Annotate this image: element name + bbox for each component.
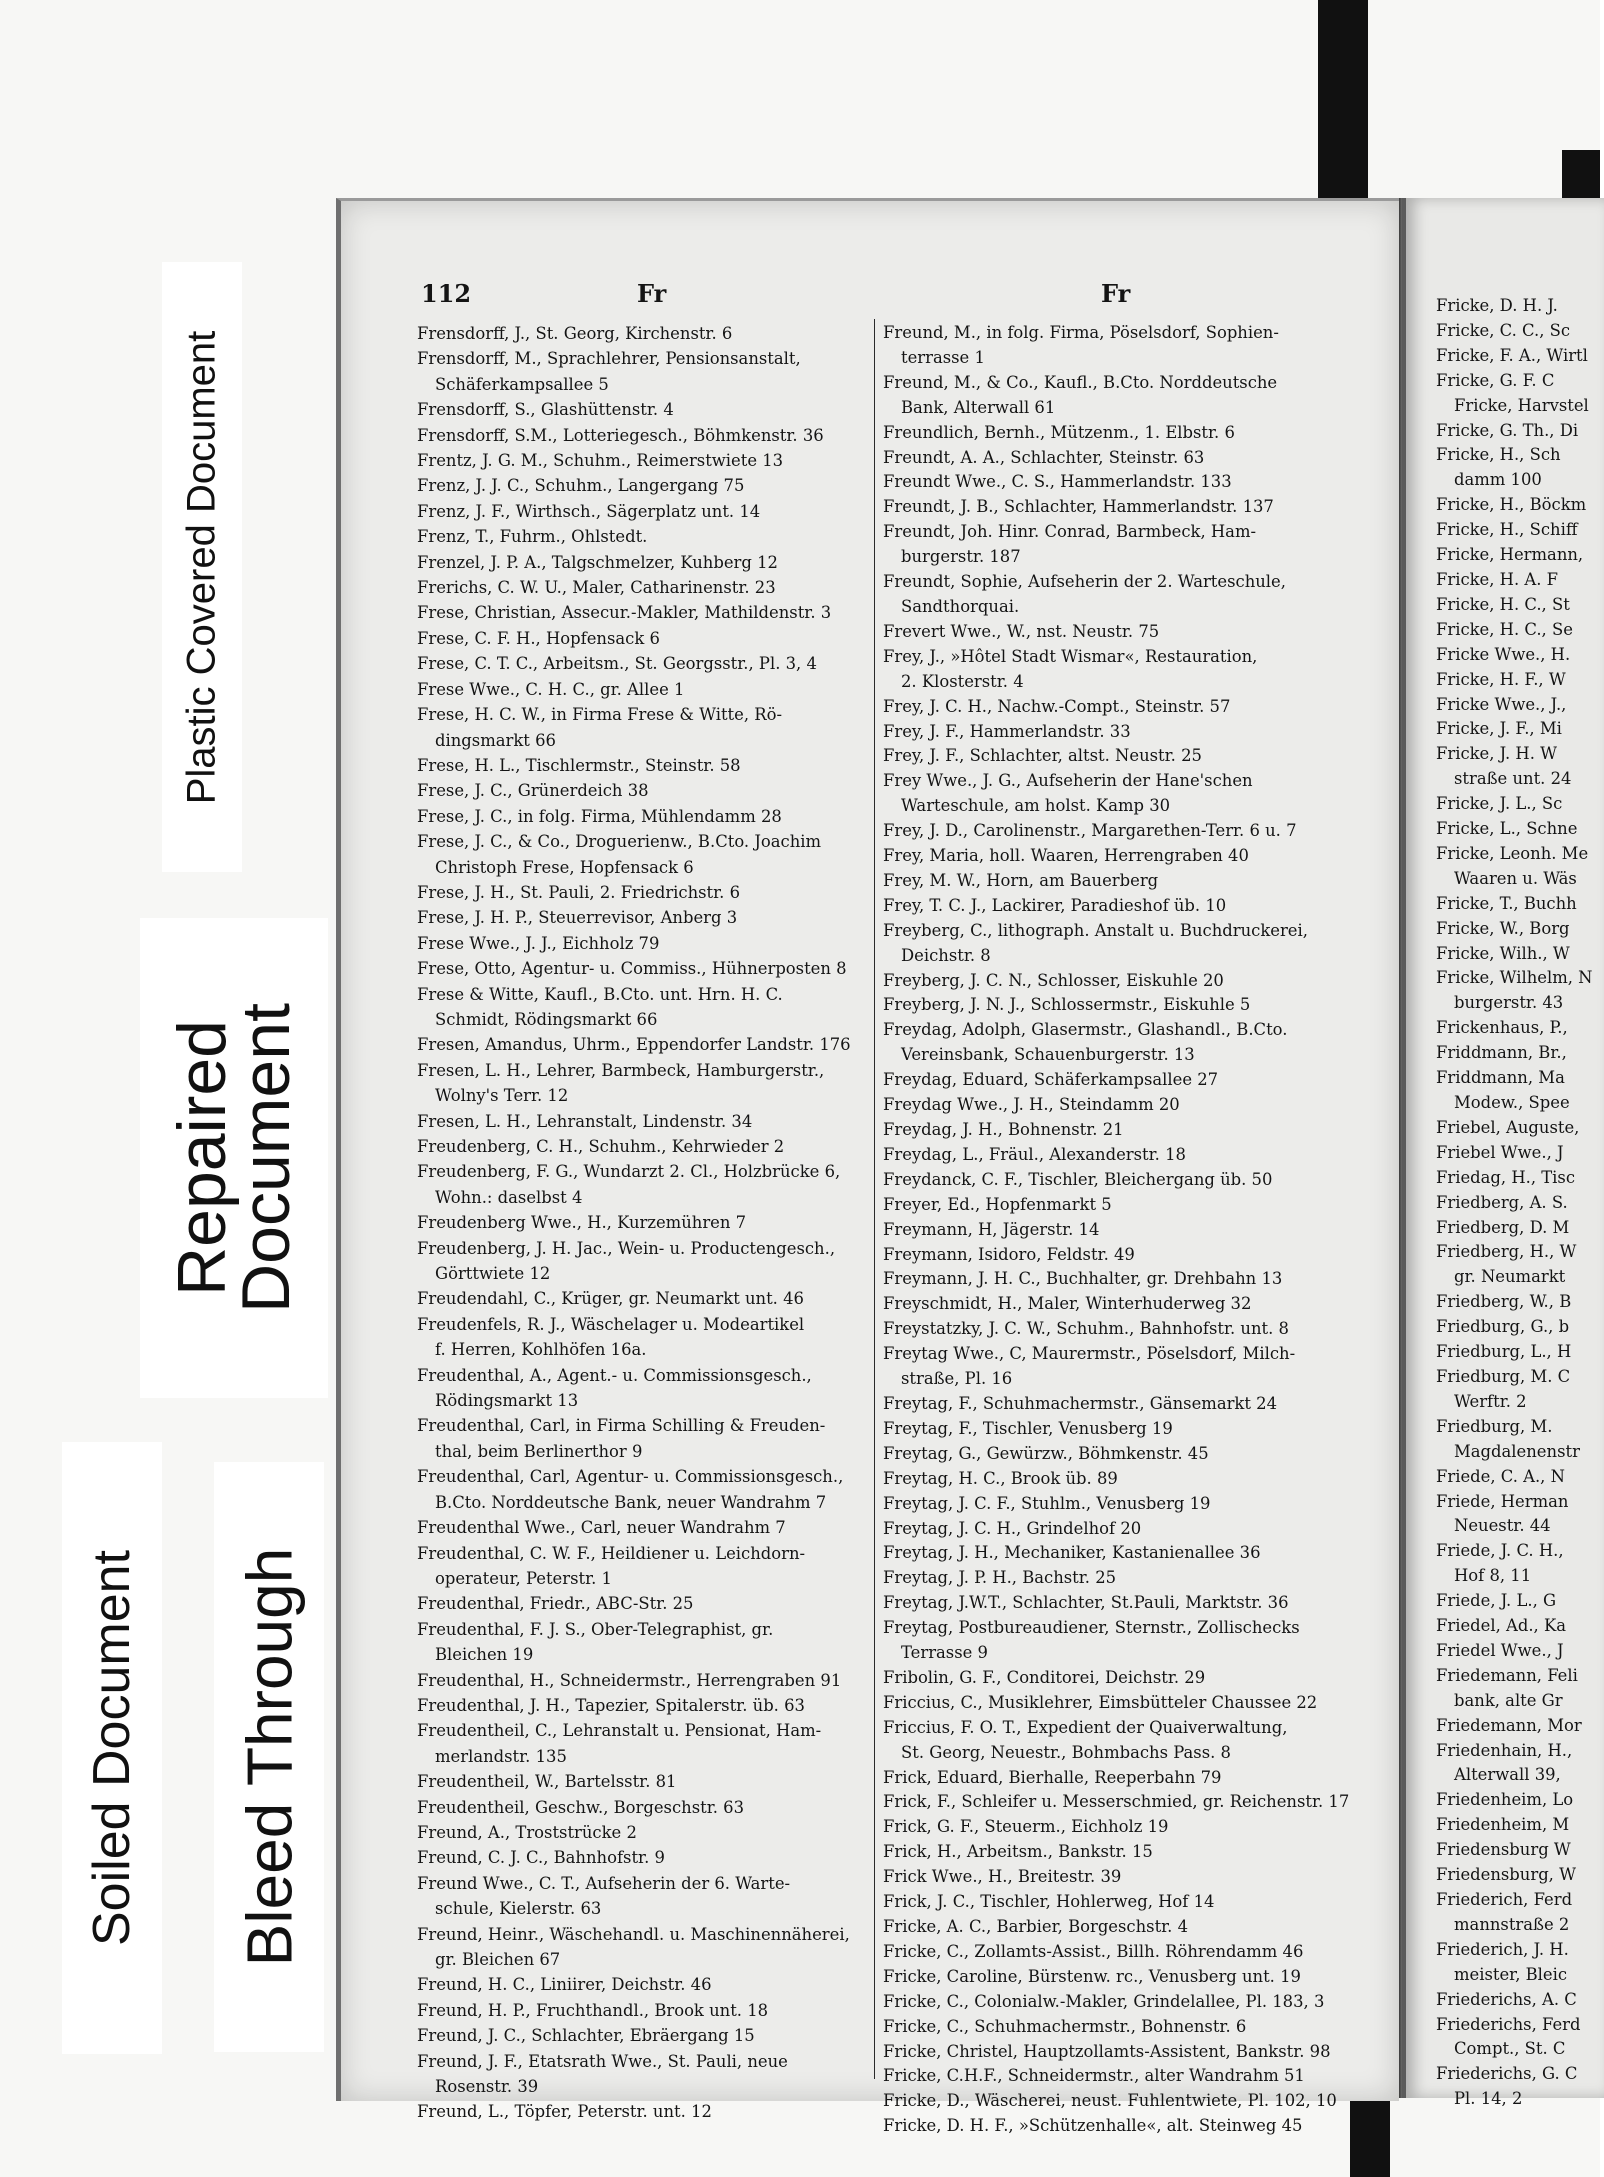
directory-entry: Frey Wwe., J. G., Aufseherin der Hane'schen xyxy=(883,771,1253,791)
directory-entry: Friedburg, L., H xyxy=(1436,1342,1572,1362)
directory-entry: Fricke, Christel, Hauptzollamts-Assistent, Bankstr. 98 xyxy=(883,2041,1331,2061)
directory-entry: Freystatzky, J. C. W., Schuhm., Bahnhofstr. unt. 8 xyxy=(883,1319,1289,1339)
directory-entry: Frickenhaus, P., xyxy=(1436,1018,1568,1038)
directory-entry: Freudenberg, F. G., Wundarzt 2. Cl., Holzbrücke 6, xyxy=(417,1162,841,1182)
directory-entry: Freytag, F., Tischler, Venusberg 19 xyxy=(883,1418,1173,1438)
directory-entry: Frey, J. F., Hammerlandstr. 33 xyxy=(883,721,1131,741)
directory-entry: Friederich, J. H. xyxy=(1436,1939,1569,1959)
label-repaired-line1: Repaired xyxy=(164,1020,241,1296)
directory-entry: Fricke, C., Zollamts-Assist., Billh. Röhrendamm 46 xyxy=(883,1941,1304,1961)
directory-entry: Freudentheil, Geschw., Borgeschstr. 63 xyxy=(417,1797,745,1817)
directory-entry: Fricke, W., Borg xyxy=(1436,918,1570,938)
directory-entry: Fricke Wwe., J., xyxy=(1436,694,1567,714)
entry-continuation: bank, alte Gr xyxy=(1454,1690,1563,1710)
directory-entry: Friede, Herman xyxy=(1436,1491,1569,1511)
directory-entry: Freudenthal Wwe., Carl, neuer Wandrahm 7 xyxy=(417,1518,786,1538)
entry-continuation: operateur, Peterstr. 1 xyxy=(435,1568,612,1588)
directory-entry: Fricke, H. C., St xyxy=(1436,594,1570,614)
directory-entry: Freymann, Isidoro, Feldstr. 49 xyxy=(883,1244,1135,1264)
directory-entry: Friede, J. C. H., xyxy=(1436,1541,1564,1561)
directory-entry: Frese, J. C., Grünerdeich 38 xyxy=(417,781,649,801)
column-rule xyxy=(874,319,875,2079)
entry-continuation: Sandthorquai. xyxy=(901,596,1020,616)
directory-entry: Fricke, G. F. C xyxy=(1436,370,1555,390)
directory-entry: Fricke, J. H. W xyxy=(1436,744,1557,764)
directory-entry: Frick, J. C., Tischler, Hohlerweg, Hof 14 xyxy=(883,1892,1215,1912)
entry-continuation: B.Cto. Norddeutsche Bank, neuer Wandrahm 7 xyxy=(435,1492,827,1512)
entry-continuation: meister, Bleic xyxy=(1454,1964,1568,1984)
directory-entry: Friedensburg, W xyxy=(1436,1865,1576,1885)
directory-entry: Freytag, J. P. H., Bachstr. 25 xyxy=(883,1568,1117,1588)
directory-entry: Frese, Christian, Assecur.-Makler, Mathildenstr. 3 xyxy=(417,603,832,623)
directory-entry: Frick, G. F., Steuerm., Eichholz 19 xyxy=(883,1817,1169,1837)
directory-entry: Freyberg, C., lithograph. Anstalt u. Buchdruckerei, xyxy=(883,920,1308,940)
entry-continuation: dingsmarkt 66 xyxy=(435,730,556,750)
entry-continuation: Alterwall 39, xyxy=(1454,1765,1561,1785)
directory-entry: Fricke, C., Schuhmachermstr., Bohnenstr. 6 xyxy=(883,2016,1247,2036)
entry-continuation: schule, Kielerstr. 63 xyxy=(435,1899,602,1919)
entry-continuation: Vereinsbank, Schauenburgerstr. 13 xyxy=(901,1045,1195,1065)
label-plastic-covered: Plastic Covered Document xyxy=(162,262,242,872)
directory-entry: Fricke, Caroline, Bürstenw. rc., Venusberg unt. 19 xyxy=(883,1966,1301,1986)
entry-continuation: Magdalenenstr xyxy=(1454,1441,1580,1461)
entry-continuation: gr. Bleichen 67 xyxy=(435,1950,561,1969)
entry-continuation: straße unt. 24 xyxy=(1454,769,1572,789)
directory-entry: Frick, F., Schleifer u. Messerschmied, gr. Reichenstr. 17 xyxy=(883,1792,1350,1812)
entry-continuation: Wolny's Terr. 12 xyxy=(435,1086,569,1106)
entry-continuation: Werftr. 2 xyxy=(1454,1391,1527,1411)
entry-continuation: burgerstr. 43 xyxy=(1454,993,1564,1013)
entry-continuation: Rosenstr. 39 xyxy=(435,2077,539,2097)
directory-entry: Freudenthal, F. J. S., Ober-Telegraphist, gr. xyxy=(417,1619,774,1639)
directory-entry: Frick Wwe., H., Breitestr. 39 xyxy=(883,1867,1122,1887)
directory-entry: Freund, A., Troststrücke 2 xyxy=(417,1822,637,1842)
directory-entry: Fricke, D. H. F., »Schützenhalle«, alt. Steinweg 45 xyxy=(883,2116,1303,2136)
directory-entry: Fricke, J. F., Mi xyxy=(1436,719,1562,739)
directory-entry: Friedberg, A. S. xyxy=(1436,1192,1568,1212)
directory-entry: Frenzel, J. P. A., Talgschmelzer, Kuhberg 12 xyxy=(417,552,778,572)
directory-entry: Friederichs, Ferd xyxy=(1436,2014,1581,2034)
directory-entry: Frensdorff, J., St. Georg, Kirchenstr. 6 xyxy=(417,324,733,343)
directory-entry: Frese, J. C., & Co., Droguerienw., B.Cto. Joachim xyxy=(417,832,822,852)
entry-continuation: Bank, Alterwall 61 xyxy=(901,397,1056,417)
directory-entry: Friedenheim, Lo xyxy=(1436,1790,1574,1810)
entry-continuation: Compt., St. C xyxy=(1454,2039,1566,2059)
directory-entry: Frey, J., »Hôtel Stadt Wismar«, Restauration, xyxy=(883,646,1258,666)
directory-entry: Fricke, C.H.F., Schneidermstr., alter Wandrahm 51 xyxy=(883,2066,1305,2086)
directory-entry: Freudenberg, C. H., Schuhm., Kehrwieder 2 xyxy=(417,1137,785,1156)
directory-entry: Friddmann, Br., xyxy=(1436,1043,1567,1063)
directory-entry: Freudentheil, W., Bartelsstr. 81 xyxy=(417,1772,677,1792)
directory-entry: Frenz, T., Fuhrm., Ohlstedt. xyxy=(417,527,648,547)
directory-entry: Fresen, L. H., Lehranstalt, Lindenstr. 34 xyxy=(417,1111,753,1131)
directory-entry: Freydag, J. H., Bohnenstr. 21 xyxy=(883,1120,1124,1139)
directory-entry: Freytag, Postbureaudiener, Sternstr., Zollischecks xyxy=(883,1618,1300,1638)
directory-entry: Freund, H. P., Fruchthandl., Brook unt. 18 xyxy=(417,2000,769,2020)
entry-continuation: mannstraße 2 xyxy=(1454,1914,1570,1934)
directory-entry: Freudendahl, C., Krüger, gr. Neumarkt unt. 46 xyxy=(417,1289,804,1309)
entry-continuation: burgerstr. 187 xyxy=(901,547,1021,567)
directory-entry: Freudenthal, J. H., Tapezier, Spitalerstr. üb. 63 xyxy=(417,1695,805,1715)
entry-continuation: Deichstr. 8 xyxy=(901,945,991,965)
directory-entry: Fresen, Amandus, Uhrm., Eppendorfer Landstr. 176 xyxy=(417,1035,851,1055)
directory-entry: Fricke, G. Th., Di xyxy=(1436,420,1579,440)
directory-entry: Freydanck, C. F., Tischler, Bleichergang üb. 50 xyxy=(883,1169,1273,1189)
label-bleed-through: Bleed Through xyxy=(214,1462,324,2052)
entry-continuation: straße, Pl. 16 xyxy=(901,1369,1013,1389)
entry-continuation: thal, beim Berlinerthor 9 xyxy=(435,1441,643,1461)
entry-continuation: Görttwiete 12 xyxy=(435,1264,551,1284)
directory-entry: Fricke, H., Sch xyxy=(1436,445,1561,465)
entry-continuation: Modew., Spee xyxy=(1454,1093,1570,1112)
directory-entry: Freund Wwe., C. T., Aufseherin der 6. Warte- xyxy=(417,1873,791,1893)
directory-entry: Freytag, H. C., Brook üb. 89 xyxy=(883,1468,1118,1488)
directory-entry: Freymann, J. H. C., Buchhalter, gr. Drehbahn 13 xyxy=(883,1269,1283,1289)
directory-entry: Freund, M., in folg. Firma, Pöselsdorf, Sophien- xyxy=(883,323,1279,342)
directory-entry: Fricke, H., Schiff xyxy=(1436,520,1578,540)
directory-entry: Freudenthal, A., Agent.- u. Commissionsgesch., xyxy=(417,1365,812,1385)
directory-entry: Fricke, L., Schne xyxy=(1436,819,1578,839)
directory-entry: Frenz, J. F., Wirthsch., Sägerplatz unt. 14 xyxy=(417,501,761,521)
directory-entry: Fricke, H. F., W xyxy=(1436,669,1566,689)
directory-entry: Frese, H. C. W., in Firma Frese & Witte, Rö- xyxy=(417,705,782,725)
directory-entry: Fricke, C. C., Sc xyxy=(1436,320,1571,340)
entry-continuation: Hof 8, 11 xyxy=(1454,1566,1532,1586)
directory-entry: Frese, Otto, Agentur- u. Commiss., Hühnerposten 8 xyxy=(417,959,847,979)
directory-entry: Freund, C. J. C., Bahnhofstr. 9 xyxy=(417,1848,665,1868)
directory-entry: Friedburg, G., b xyxy=(1436,1317,1570,1337)
entry-continuation: St. Georg, Neuestr., Bohmbachs Pass. 8 xyxy=(901,1742,1231,1762)
directory-entry: Frese, C. F. H., Hopfensack 6 xyxy=(417,628,660,648)
directory-entry: Frensdorff, S., Glashüttenstr. 4 xyxy=(417,400,674,420)
directory-entry: Frensdorff, S.M., Lotteriegesch., Böhmkenstr. 36 xyxy=(417,425,824,445)
directory-entry: Freund, Heinr., Wäschehandl. u. Maschinennäherei, xyxy=(417,1924,850,1944)
directory-entry: Frentz, J. G. M., Schuhm., Reimerstwiete 13 xyxy=(417,451,784,471)
directory-entry: Frese, C. T. C., Arbeitsm., St. Georgsstr., Pl. 3, 4 xyxy=(417,654,817,674)
directory-entry: Freudenthal, H., Schneidermstr., Herrengraben 91 xyxy=(417,1670,842,1690)
directory-entry: Freyberg, J. N. J., Schlossermstr., Eiskuhle 5 xyxy=(883,995,1251,1015)
directory-entry: Friedenhain, H., xyxy=(1436,1740,1573,1760)
directory-entry: Friederichs, G. C xyxy=(1436,2064,1578,2084)
directory-entry: Frese Wwe., C. H. C., gr. Allee 1 xyxy=(417,679,685,699)
directory-entry: Freyer, Ed., Hopfenmarkt 5 xyxy=(883,1194,1112,1214)
directory-entry: Frese Wwe., J. J., Eichholz 79 xyxy=(417,933,660,953)
directory-entry: Freytag, J.W.T., Schlachter, St.Pauli, Marktstr. 36 xyxy=(883,1593,1289,1613)
directory-entry: Friedensburg W xyxy=(1436,1840,1571,1860)
directory-entry: Freund, J. F., Etatsrath Wwe., St. Pauli, neue xyxy=(417,2051,788,2071)
directory-entry: Fricke, D., Wäscherei, neust. Fuhlentwiete, Pl. 102, 10 xyxy=(883,2091,1337,2111)
directory-entry: Freudenthal, Friedr., ABC-Str. 25 xyxy=(417,1594,694,1614)
directory-entry: Friedenheim, M xyxy=(1436,1815,1570,1835)
directory-entry: Friedberg, H., W xyxy=(1436,1242,1577,1262)
entry-continuation: Bleichen 19 xyxy=(435,1645,534,1665)
directory-entry: Fricke, Wilh., W xyxy=(1436,943,1570,963)
directory-entry: Friedemann, Feli xyxy=(1436,1665,1578,1685)
entry-continuation: f. Herren, Kohlhöfen 16a. xyxy=(435,1340,647,1360)
entry-continuation: Wohn.: daselbst 4 xyxy=(435,1187,583,1207)
directory-entry: Friebel Wwe., J xyxy=(1436,1142,1564,1162)
directory-entry: Frerichs, C. W. U., Maler, Catharinenstr. 23 xyxy=(417,578,776,598)
directory-entry: Freytag, G., Gewürzw., Böhmkenstr. 45 xyxy=(883,1443,1209,1463)
label-soiled: Soiled Document xyxy=(62,1442,162,2054)
directory-entry: Friedberg, W., B xyxy=(1436,1292,1572,1312)
entry-continuation: gr. Neumarkt xyxy=(1454,1267,1566,1287)
directory-entry: Friederichs, A. C xyxy=(1436,1989,1577,2009)
directory-entry: Fricke, T., Buchh xyxy=(1436,893,1577,913)
directory-entry: Freydag Wwe., J. H., Steindamm 20 xyxy=(883,1095,1180,1115)
directory-entry: Freundt, A. A., Schlachter, Steinstr. 63 xyxy=(883,447,1205,467)
directory-entry: Fricke, Hermann, xyxy=(1436,545,1584,565)
directory-entry: Frevert Wwe., W., nst. Neustr. 75 xyxy=(883,621,1160,641)
directory-entry: Freytag, J. H., Mechaniker, Kastanienallee 36 xyxy=(883,1543,1261,1563)
directory-entry: Fricke, C., Colonialw.-Makler, Grindelallee, Pl. 183, 3 xyxy=(883,1991,1325,2011)
directory-entry: Freyberg, J. C. N., Schlosser, Eiskuhle 20 xyxy=(883,970,1224,990)
directory-entry: Freund, L., Töpfer, Peterstr. unt. 12 xyxy=(417,2102,712,2122)
entry-continuation: Warteschule, am holst. Kamp 30 xyxy=(901,796,1171,816)
entries-column-adjacent xyxy=(1436,294,1604,2112)
directory-entry: Freymann, H, Jägerstr. 14 xyxy=(883,1219,1100,1239)
entries-column-left xyxy=(417,321,867,2125)
directory-entry: Friebel, Auguste, xyxy=(1436,1117,1580,1137)
directory-entry: Friedag, H., Tisc xyxy=(1436,1167,1576,1187)
directory-entry: Frey, Maria, holl. Waaren, Herrengraben 40 xyxy=(883,846,1249,866)
directory-entry: Freudentheil, C., Lehranstalt u. Pensionat, Ham- xyxy=(417,1721,822,1741)
directory-entry: Freudenberg Wwe., H., Kurzemühren 7 xyxy=(417,1213,747,1233)
directory-entry: Freydag, Adolph, Glasermstr., Glashandl., B.Cto. xyxy=(883,1020,1288,1040)
entry-continuation: 2. Klosterstr. 4 xyxy=(901,671,1024,691)
entry-continuation: Schmidt, Rödingsmarkt 66 xyxy=(435,1009,658,1029)
directory-entry: Freudenthal, Carl, in Firma Schilling & Freuden- xyxy=(417,1416,826,1436)
directory-entry: Friccius, C., Musiklehrer, Eimsbütteler Chaussee 22 xyxy=(883,1692,1318,1712)
directory-entry: Freund, M., & Co., Kaufl., B.Cto. Norddeutsche xyxy=(883,372,1278,392)
directory-entry: Frenz, J. J. C., Schuhm., Langergang 75 xyxy=(417,476,745,496)
directory-entry: Fricke, J. L., Sc xyxy=(1436,794,1563,814)
black-edge-strip xyxy=(1318,0,1368,200)
directory-entry: Fricke, Leonh. Me xyxy=(1436,843,1589,863)
directory-entry: Frese, H. L., Tischlermstr., Steinstr. 58 xyxy=(417,755,741,775)
directory-entry: Frick, Eduard, Bierhalle, Reeperbahn 79 xyxy=(883,1767,1222,1787)
entry-continuation: Pl. 14, 2 xyxy=(1454,2089,1523,2109)
running-head-right: Fr xyxy=(1101,279,1131,308)
directory-entry: Fricke Wwe., H. xyxy=(1436,644,1571,664)
directory-entry: Freudenthal, C. W. F., Heildiener u. Leichdorn- xyxy=(417,1543,806,1563)
label-repaired-line2: Document xyxy=(228,1003,305,1313)
directory-entry: Friede, J. L., G xyxy=(1436,1591,1557,1611)
directory-page xyxy=(336,198,1399,2136)
directory-entry: Friedel Wwe., J xyxy=(1436,1640,1564,1660)
directory-entry: Friedemann, Mor xyxy=(1436,1715,1582,1735)
entry-continuation: Waaren u. Wäs xyxy=(1454,868,1577,888)
directory-entry: Frey, J. C. H., Nachw.-Compt., Steinstr. 57 xyxy=(883,696,1231,716)
directory-entry: Freytag, J. C. F., Stuhlm., Venusberg 19 xyxy=(883,1493,1211,1513)
entry-continuation: Rödingsmarkt 13 xyxy=(435,1391,579,1411)
directory-entry: Freundlich, Bernh., Mützenm., 1. Elbstr. 6 xyxy=(883,422,1235,442)
directory-entry: Freudenfels, R. J., Wäschelager u. Modeartikel xyxy=(417,1314,805,1334)
directory-entry: Freytag, F., Schuhmachermstr., Gänsemarkt 24 xyxy=(883,1393,1278,1413)
directory-entry: Freundt, Sophie, Aufseherin der 2. Warteschule, xyxy=(883,572,1286,592)
entries-column-right xyxy=(883,321,1385,2139)
directory-entry: Frey, J. F., Schlachter, altst. Neustr. 25 xyxy=(883,746,1202,766)
entry-continuation: Neuestr. 44 xyxy=(1454,1516,1551,1536)
directory-entry: Freundt Wwe., C. S., Hammerlandstr. 133 xyxy=(883,472,1232,492)
directory-entry: Freytag Wwe., C, Maurermstr., Pöselsdorf, Milch- xyxy=(883,1344,1296,1364)
entry-continuation: Terrasse 9 xyxy=(901,1643,988,1663)
directory-entry: Frese, J. H. P., Steuerrevisor, Anberg 3 xyxy=(417,908,738,928)
directory-entry: Friedel, Ad., Ka xyxy=(1436,1616,1566,1636)
directory-entry: Friccius, F. O. T., Expedient der Quaiverwaltung, xyxy=(883,1717,1288,1737)
directory-entry: Frey, M. W., Horn, am Bauerberg xyxy=(883,870,1159,890)
directory-entry: Freydag, L., Fräul., Alexanderstr. 18 xyxy=(883,1144,1186,1164)
directory-entry: Fricke, A. C., Barbier, Borgeschstr. 4 xyxy=(883,1917,1189,1936)
directory-entry: Frensdorff, M., Sprachlehrer, Pensionsanstalt, xyxy=(417,349,801,369)
directory-entry: Friedburg, M. C xyxy=(1436,1366,1571,1386)
entry-continuation: damm 100 xyxy=(1454,470,1542,490)
page-number: 112 xyxy=(421,279,472,308)
entry-continuation: Schäferkampsallee 5 xyxy=(435,374,609,394)
directory-entry: Freundt, Joh. Hinr. Conrad, Barmbeck, Ham- xyxy=(883,522,1257,542)
directory-entry: Frick, H., Arbeitsm., Bankstr. 15 xyxy=(883,1842,1153,1862)
directory-entry: Freund, J. C., Schlachter, Ebräergang 15 xyxy=(417,2026,755,2046)
entry-continuation: terrasse 1 xyxy=(901,347,985,367)
directory-entry: Freytag, J. C. H., Grindelhof 20 xyxy=(883,1518,1142,1538)
directory-entry: Frey, T. C. J., Lackirer, Paradieshof üb. 10 xyxy=(883,895,1227,915)
directory-entry: Frey, J. D., Carolinenstr., Margarethen-Terr. 6 u. 7 xyxy=(883,821,1297,841)
directory-entry: Freund, H. C., Liniirer, Deichstr. 46 xyxy=(417,1975,712,1995)
directory-entry: Friedburg, M. xyxy=(1436,1416,1553,1436)
directory-entry: Fricke, F. A., Wirtl xyxy=(1436,345,1588,365)
directory-entry: Fricke, H. A. F xyxy=(1436,569,1559,589)
directory-entry: Fresen, L. H., Lehrer, Barmbeck, Hamburgerstr., xyxy=(417,1060,825,1080)
directory-entry: Friedberg, D. M xyxy=(1436,1217,1570,1237)
directory-entry: Fribolin, G. F., Conditorei, Deichstr. 29 xyxy=(883,1667,1206,1687)
label-repaired xyxy=(140,918,328,1398)
directory-entry: Frese, J. C., in folg. Firma, Mühlendamm 28 xyxy=(417,806,782,826)
running-head-left: Fr xyxy=(637,279,667,308)
directory-entry: Friederich, Ferd xyxy=(1436,1890,1573,1909)
directory-entry: Freudenberg, J. H. Jac., Wein- u. Productengesch., xyxy=(417,1238,836,1258)
adjacent-page xyxy=(1402,198,1604,2109)
directory-entry: Fricke, H., Böckm xyxy=(1436,495,1587,515)
directory-entry: Fricke, H. C., Se xyxy=(1436,619,1573,639)
entry-continuation: merlandstr. 135 xyxy=(435,1746,567,1766)
directory-entry: Fricke, Wilhelm, N xyxy=(1436,968,1593,988)
directory-entry: Freudenthal, Carl, Agentur- u. Commissionsgesch., xyxy=(417,1467,844,1487)
directory-entry: Friddmann, Ma xyxy=(1436,1068,1565,1088)
directory-entry: Freundt, J. B., Schlachter, Hammerlandstr. 137 xyxy=(883,497,1274,517)
directory-entry: Frese & Witte, Kaufl., B.Cto. unt. Hrn. H. C. xyxy=(417,984,783,1004)
directory-entry: Friede, C. A., N xyxy=(1436,1466,1565,1486)
directory-entry: Fricke, D. H. J. xyxy=(1436,296,1558,315)
directory-entry: Freydag, Eduard, Schäferkampsallee 27 xyxy=(883,1070,1219,1090)
entry-continuation: Fricke, Harvstel xyxy=(1454,395,1589,415)
entry-continuation: Christoph Frese, Hopfensack 6 xyxy=(435,857,694,877)
directory-entry: Freyschmidt, H., Maler, Winterhuderweg 32 xyxy=(883,1294,1252,1314)
directory-entry: Frese, J. H., St. Pauli, 2. Friedrichstr. 6 xyxy=(417,882,741,902)
